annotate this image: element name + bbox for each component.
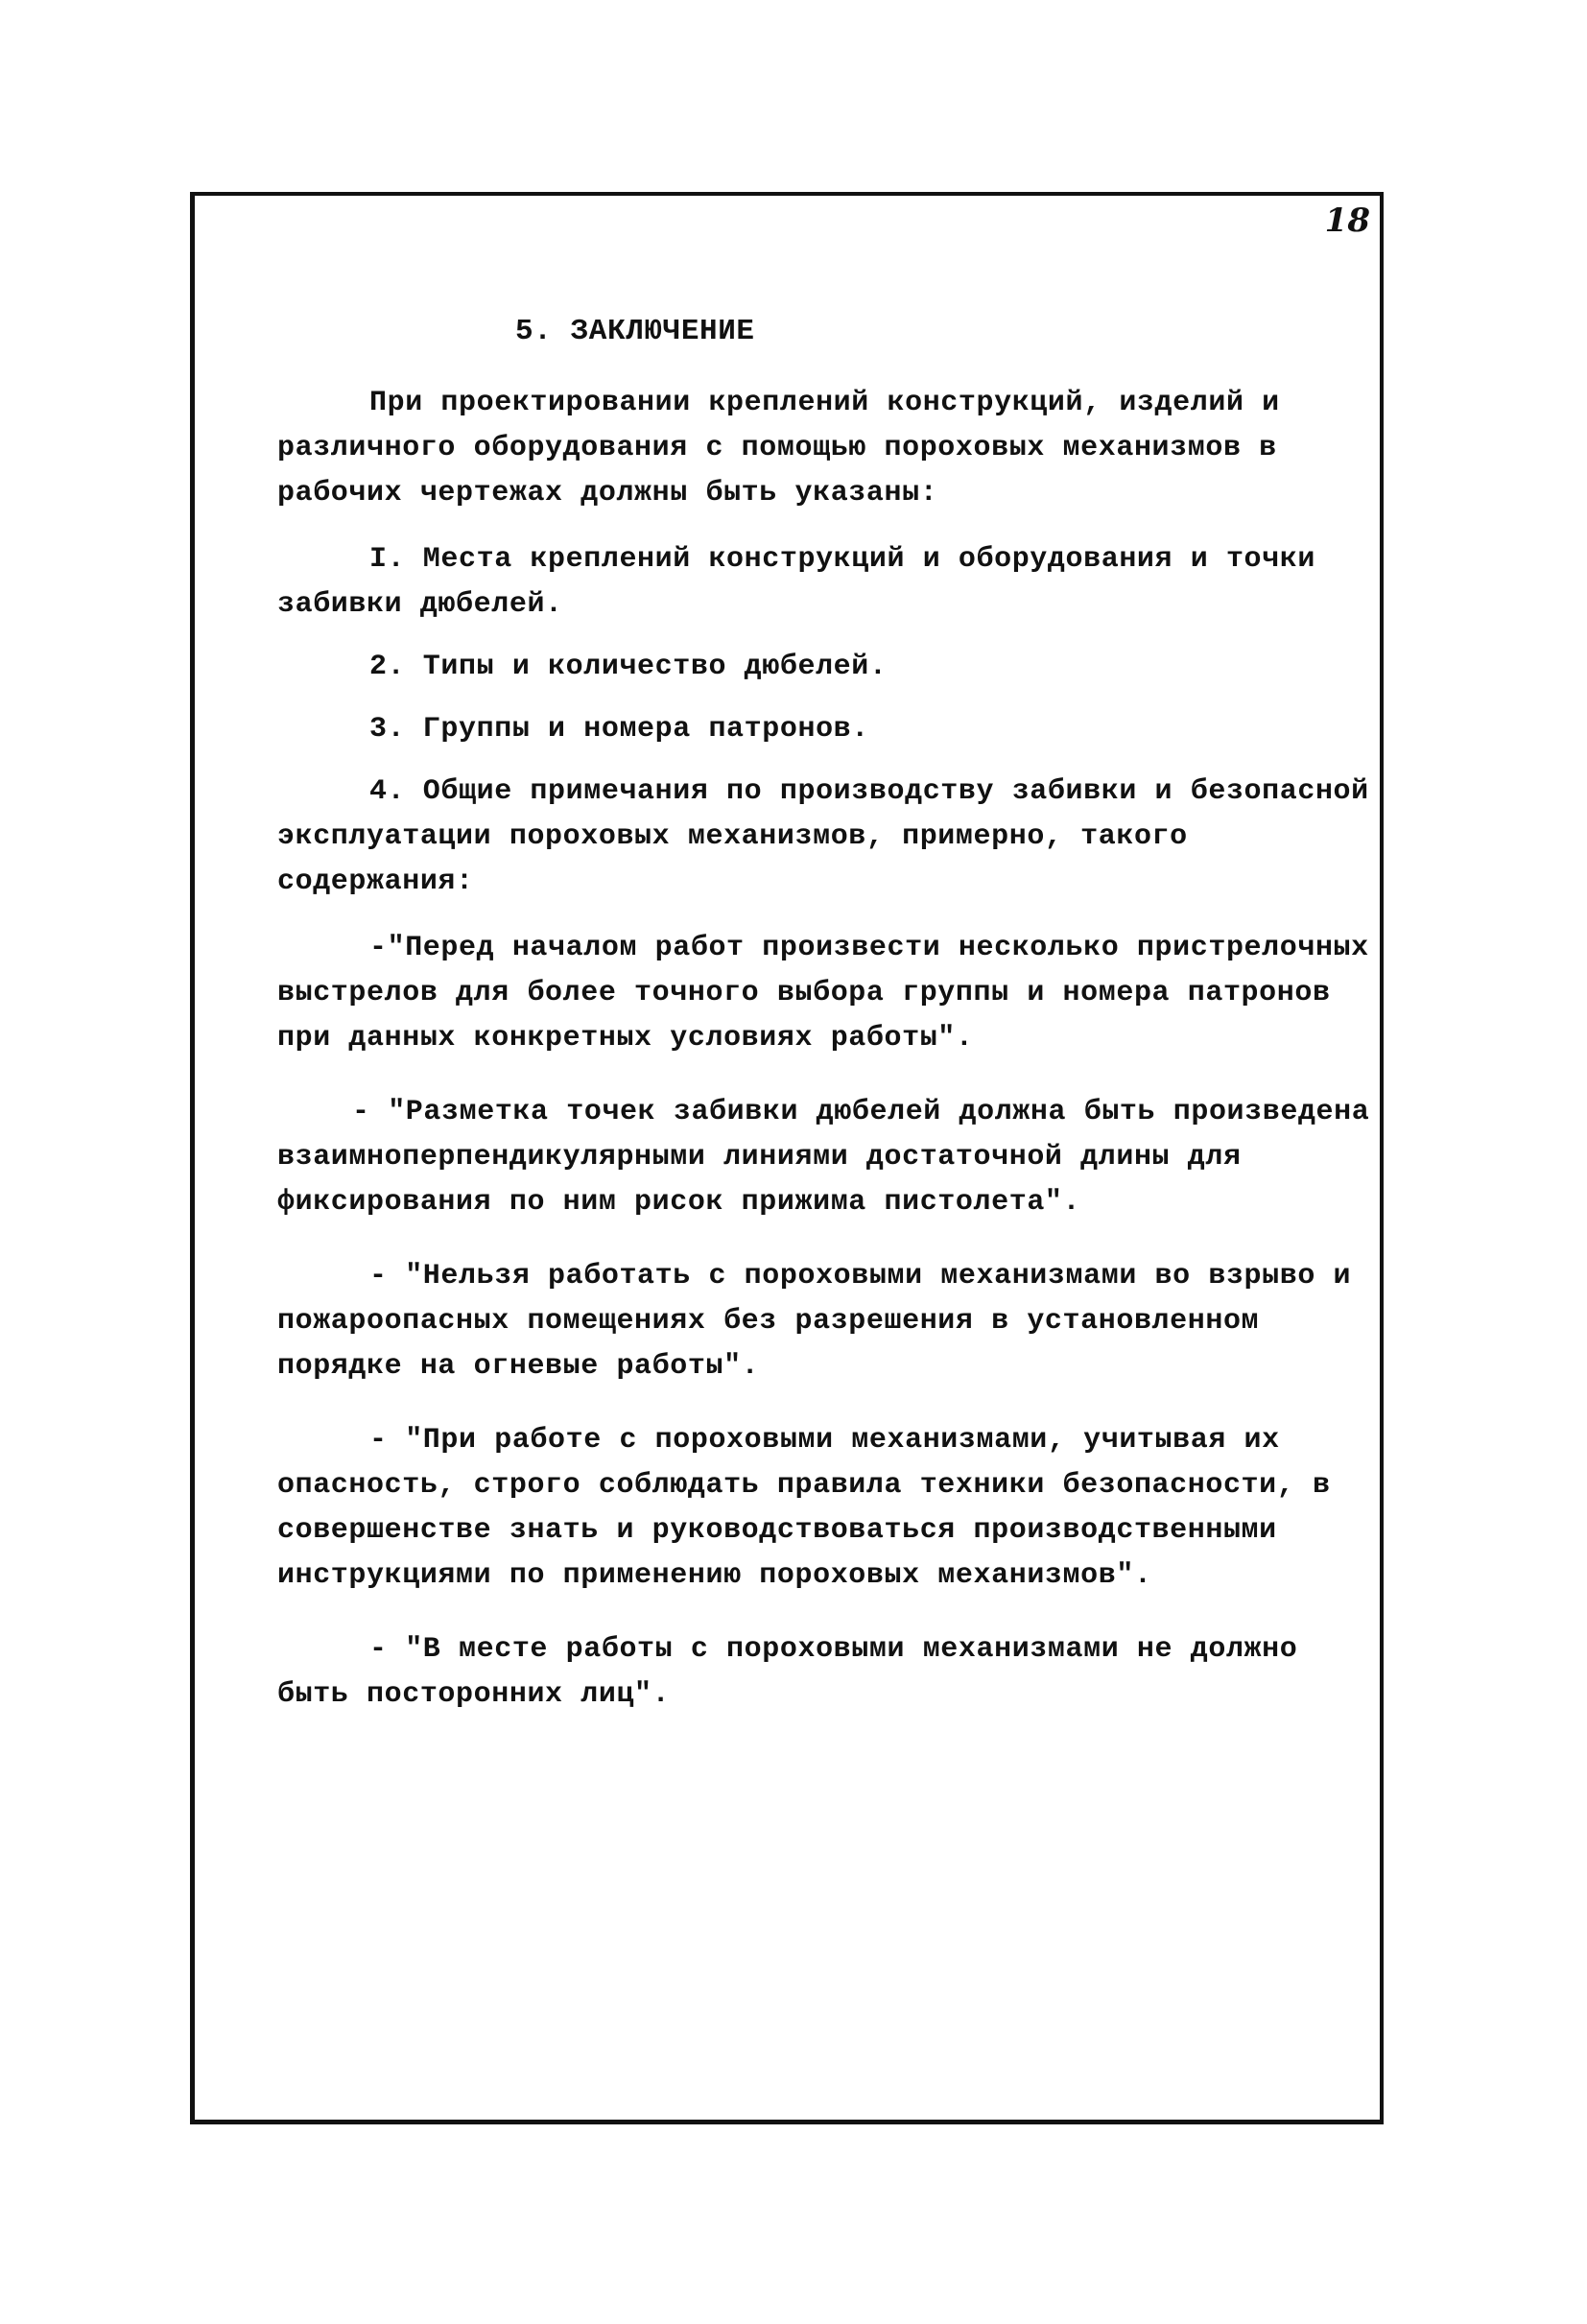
note-paragraph: - "В месте работы с пороховыми механизмами не должно быть посторонних лиц". [277, 1633, 1298, 1711]
note-paragraph: -"Перед началом работ произвести несколько пристрелочных выстрелов для более точного выбора группы и номера патронов при данных конкретных условиях работы". [277, 932, 1369, 1055]
note-paragraph: - "При работе с пороховыми механизмами, учитывая их опасность, строго соблюдать правила техники безопасности, в совершенстве знать и руководствоваться производственными инструкциями по применению пороховых механизмов". [277, 1424, 1331, 1592]
list-item: I. Места креплений конструкций и оборудования и точки забивки дюбелей. [277, 543, 1315, 621]
section-title: 5. ЗАКЛЮЧЕНИЕ [515, 315, 755, 348]
list-item: 3. Группы и номера патронов. [369, 713, 869, 746]
note-paragraph: - "Разметка точек забивки дюбелей должна быть произведена взаимноперпендикулярными линиями достаточной длины для фиксирования по ним рисок прижима пистолета". [277, 1096, 1370, 1219]
page-frame [190, 192, 1384, 2124]
intro-paragraph: При проектировании креплений конструкций, изделий и различного оборудования с помощью пороховых механизмов в рабочих чертежах должны быть указаны: [277, 387, 1280, 510]
page-number: 18 [1324, 202, 1370, 240]
document-body [277, 309, 1371, 1746]
list-item: 2. Типы и количество дюбелей. [369, 651, 888, 683]
list-item: 4. Общие примечания по производству забивки и безопасной эксплуатации пороховых механизмов, примерно, такого содержания: [277, 775, 1369, 898]
note-paragraph: - "Нельзя работать с пороховыми механизмами во взрыво и пожароопасных помещениях без разрешения в установленном порядке на огневые работы". [277, 1260, 1352, 1383]
